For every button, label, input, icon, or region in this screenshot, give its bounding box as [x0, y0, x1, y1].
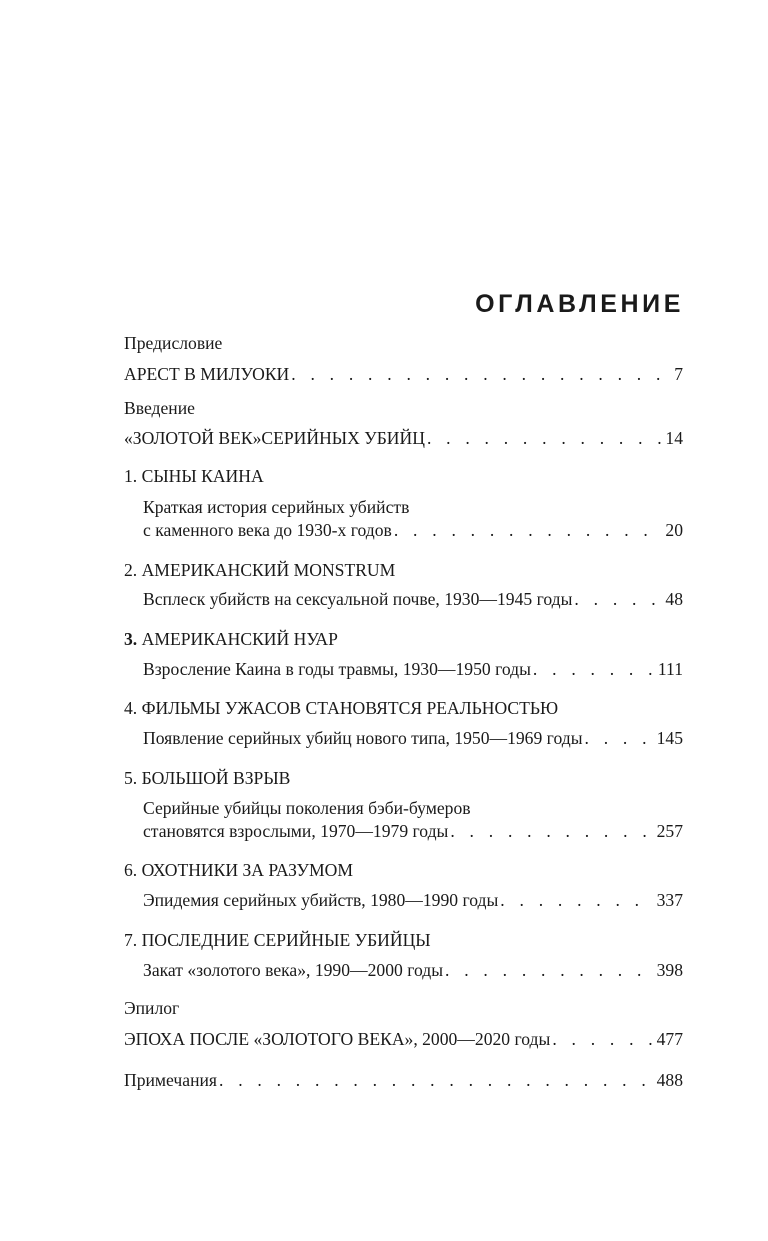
epilogue-label: Эпилог	[124, 998, 180, 1018]
dot-leader	[533, 657, 656, 681]
entry-subtitle: Эпидемия серийных убийств, 1980—1990 годы	[143, 890, 499, 910]
page-number: 257	[656, 821, 683, 841]
chapter-7-title: 7. ПОСЛЕДНИЕ СЕРИЙНЫЕ УБИЙЦЫ	[124, 930, 431, 950]
chapter-5-subtitle-line1: Серийные убийцы поколения бэби-бумеров	[143, 798, 471, 818]
chapter-3-number: 3.	[124, 629, 138, 649]
page-number: 337	[656, 890, 683, 910]
toc-entry-preface[interactable]	[124, 362, 683, 386]
toc-entry-intro[interactable]	[124, 426, 683, 450]
page-number: 145	[656, 728, 683, 748]
chapter-6-title: 6. ОХОТНИКИ ЗА РАЗУМОМ	[124, 860, 353, 880]
entry-subtitle: становятся взрослыми, 1970—1979 годы	[143, 821, 449, 841]
entry-title: АРЕСТ В МИЛУОКИ	[124, 364, 290, 384]
dot-leader	[574, 587, 663, 611]
toc-entry-chapter-5[interactable]	[143, 819, 683, 843]
entry-subtitle: Всплеск убийств на сексуальной почве, 1930—1945 годы	[143, 589, 573, 609]
chapter-3-title	[124, 627, 683, 651]
toc-entry-chapter-7[interactable]	[143, 958, 683, 982]
toc-entry-chapter-2[interactable]	[143, 587, 683, 611]
chapter-1-title: 1. СЫНЫ КАИНА	[124, 466, 264, 486]
toc-heading: ОГЛАВЛЕНИЕ	[475, 290, 684, 318]
page-number: 7	[674, 364, 683, 384]
toc-entry-chapter-1[interactable]	[143, 518, 683, 542]
table-of-contents	[124, 0, 683, 1241]
page-number: 488	[656, 1070, 683, 1090]
page-number: 398	[656, 960, 683, 980]
page-number: 14	[665, 428, 683, 448]
dot-leader	[445, 958, 655, 982]
toc-entry-chapter-6[interactable]	[143, 888, 683, 912]
chapter-4-title: 4. ФИЛЬМЫ УЖАСОВ СТАНОВЯТСЯ РЕАЛЬНОСТЬЮ	[124, 698, 559, 718]
intro-label: Введение	[124, 398, 195, 418]
preface-label: Предисловие	[124, 333, 223, 353]
toc-entry-chapter-4[interactable]	[143, 726, 683, 750]
dot-leader	[394, 518, 664, 542]
entry-subtitle: Закат «золотого века», 1990—2000 годы	[143, 960, 444, 980]
dot-leader	[450, 819, 654, 843]
dot-leader	[552, 1027, 654, 1051]
page-number: 48	[665, 589, 683, 609]
entry-title: Примечания	[124, 1070, 218, 1090]
dot-leader	[427, 426, 663, 450]
chapter-2-title: 2. АМЕРИКАНСКИЙ MONSTRUM	[124, 560, 396, 580]
entry-subtitle: с каменного века до 1930-х годов	[143, 520, 392, 540]
dot-leader	[500, 888, 654, 912]
chapter-1-subtitle-line1: Краткая история серийных убийств	[143, 497, 410, 517]
entry-title: «ЗОЛОТОЙ ВЕК»СЕРИЙНЫХ УБИЙЦ	[124, 428, 425, 448]
page-number: 477	[656, 1029, 683, 1049]
page-number: 20	[665, 520, 683, 540]
toc-entry-chapter-3[interactable]	[143, 657, 683, 681]
entry-subtitle: Появление серийных убийц нового типа, 1950—1969 годы	[143, 728, 583, 748]
page-number: 111	[657, 659, 683, 679]
dot-leader	[291, 362, 672, 386]
dot-leader	[219, 1068, 655, 1092]
chapter-3-name: АМЕРИКАНСКИЙ НУАР	[141, 629, 338, 649]
entry-subtitle: Взросление Каина в годы травмы, 1930—1950 годы	[143, 659, 531, 679]
dot-leader	[585, 726, 655, 750]
entry-title: ЭПОХА ПОСЛЕ «ЗОЛОТОГО ВЕКА», 2000—2020 годы	[124, 1029, 551, 1049]
toc-entry-notes[interactable]	[124, 1068, 683, 1092]
chapter-5-title: 5. БОЛЬШОЙ ВЗРЫВ	[124, 768, 291, 788]
toc-entry-epilogue[interactable]	[124, 1027, 683, 1051]
